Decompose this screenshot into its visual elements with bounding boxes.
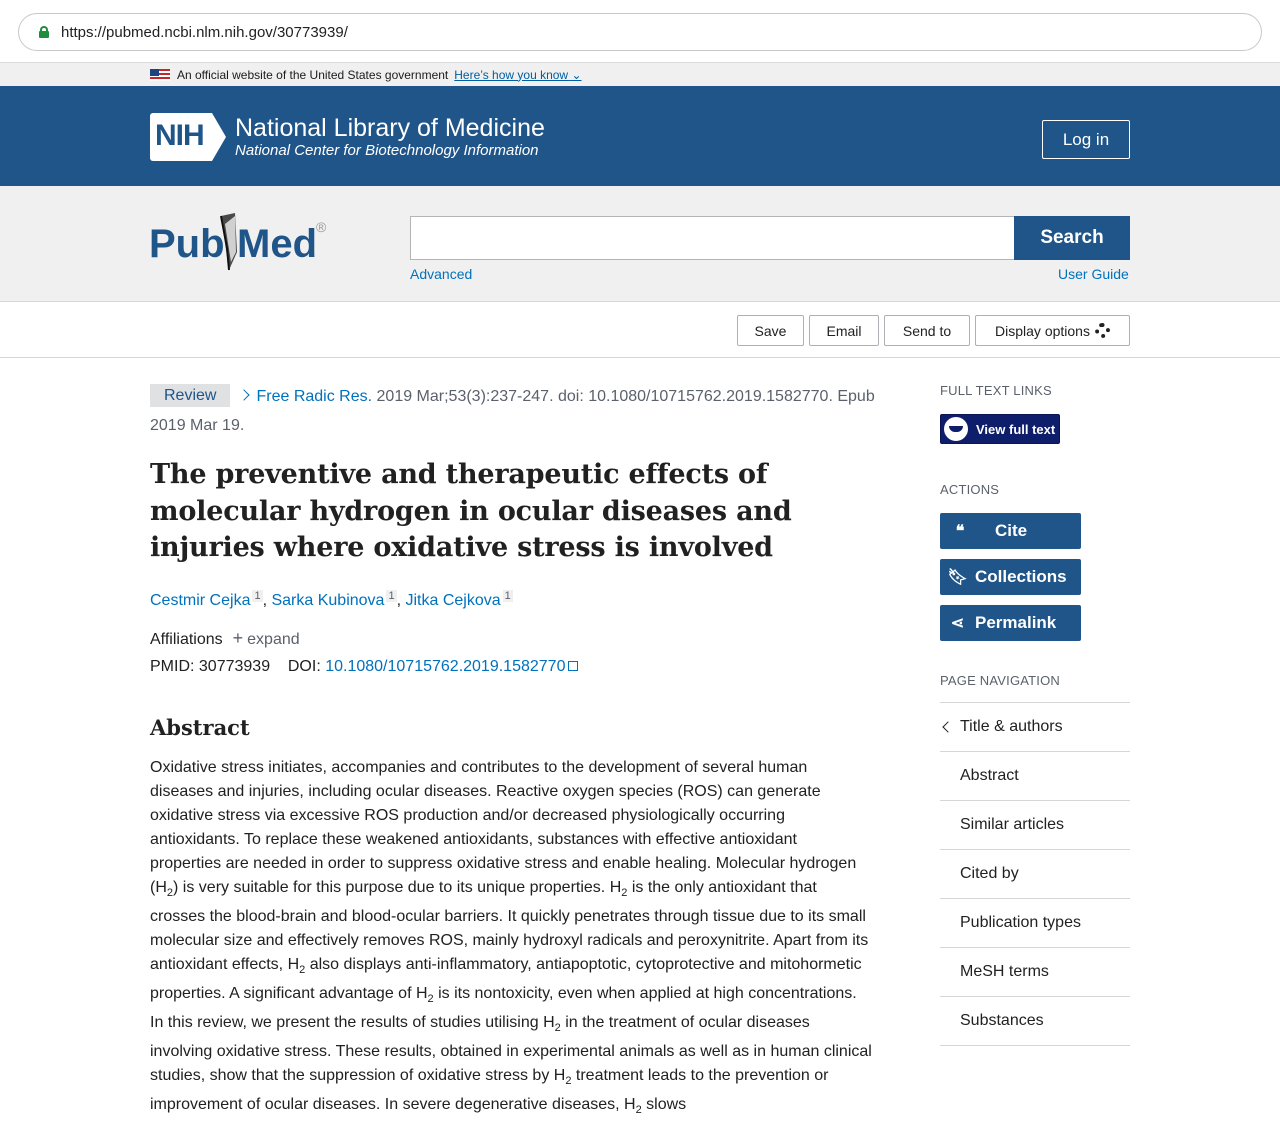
article-citation: [150, 382, 875, 440]
nih-badge-icon: NIH: [150, 113, 228, 161]
nav-item-substances[interactable]: Substances: [940, 997, 1130, 1046]
display-options-label: Display options: [995, 322, 1090, 339]
save-button[interactable]: Save: [737, 315, 804, 346]
full-text-links-heading: FULL TEXT LINKS: [940, 383, 1052, 398]
abstract-text: Oxidative stress initiates, accompanies and contributes to the development of several human diseases and injuries, including ocular diseases. Reactive oxygen species (ROS) can generate oxidative stress via excessive ROS production and/or decreased physiologically occurring antioxidants. To replace these weakened antioxidants, substances with effective antioxidant properties are needed in order to suppress oxidative stress and enable healing. Molecular hydrogen $(H_2)$ is very suitable for this purpose due to its unique properties. $H_2$ is the only antioxidant that crosses the blood-brain and blood-ocular barriers. It quickly penetrates through tissue due to its small molecular size and effectively removes ROS, mainly hydroxyl radicals and peroxynitrite. Apart from its antioxidant effects, $H_2$ also displays anti-inflammatory, antiapoptotic, cytoprotective and mitohormetic properties. A significant advantage of $H_2$ is its nontoxicity, even when applied at high concentrations. In this review, we present the results of studies utilising $H_2$ in the treatment of ocular diseases involving oxidative stress. These results, obtained in experimental animals as well as in human clinical studies, show that the suppression of oxidative stress by $H_2$ treatment leads to the prevention or improvement of ocular diseases. In severe degenerative diseases, $H_2$ slows: [150, 758, 872, 1117]
svg-text:Med: Med: [237, 222, 317, 266]
bookmark-icon: 🔖︎: [947, 569, 968, 586]
article-action-bar: [0, 302, 1280, 358]
browser-bar: [0, 0, 1280, 63]
svg-text:Pub: Pub: [149, 222, 225, 266]
nav-item-cited-by[interactable]: Cited by: [940, 850, 1130, 899]
nav-item-mesh-terms[interactable]: MeSH terms: [940, 948, 1130, 997]
expand-affiliations-link[interactable]: expand: [247, 630, 300, 648]
external-link-icon: [568, 661, 578, 671]
publication-type-badge: Review: [150, 384, 230, 407]
authors-list: Cestmir Cejka $^1$ , Sarka Kubinova $^1$ , Jitka Cejkova $^1$: [150, 589, 511, 609]
view-full-text-label: View full text: [976, 421, 1056, 437]
url-text[interactable]: https://pubmed.ncbi.nlm.nih.gov/30773939/: [61, 23, 348, 41]
citation-text: 2019 Mar;53(3):237-247. doi: 10.1080/10715762.2019.1582770.: [376, 388, 833, 405]
affiliation-ref[interactable]: 1: [504, 589, 511, 602]
doi-link[interactable]: 10.1080/10715762.2019.1582770: [325, 658, 578, 675]
affiliations-label: Affiliations: [150, 630, 223, 648]
article-identifiers: [150, 655, 875, 679]
address-bar[interactable]: [18, 13, 1262, 51]
cite-button[interactable]: ❝ Cite: [940, 513, 1081, 549]
display-options-button[interactable]: [975, 315, 1130, 346]
author-link[interactable]: Cestmir Cejka: [150, 591, 251, 609]
us-flag-icon: [150, 69, 170, 81]
actions-heading: ACTIONS: [940, 482, 1000, 497]
nav-item-title-authors[interactable]: Title & authors: [940, 703, 1130, 752]
nih-logo[interactable]: [150, 113, 545, 161]
send-to-button[interactable]: Send to: [884, 315, 970, 346]
chevron-right-icon: [239, 389, 250, 400]
share-icon: ⋖: [950, 615, 965, 632]
epub-text: Epub 2019 Mar 19.: [150, 388, 875, 434]
gov-banner-text: An official website of the United States government: [177, 67, 449, 82]
publisher-logo-icon: [944, 417, 968, 441]
sidebar: [940, 383, 1130, 1046]
affiliation-ref[interactable]: 1: [254, 589, 261, 602]
article-title: The preventive and therapeutic effects of molecular hydrogen in ocular diseases and injuries where oxidative stress is involved: [150, 459, 792, 563]
pmid-value: 30773939: [198, 657, 271, 675]
doi-label: DOI:: [287, 657, 321, 675]
pubmed-logo-icon: [149, 212, 339, 274]
search-input[interactable]: [410, 216, 1015, 260]
login-button[interactable]: Log in: [1042, 120, 1130, 159]
nih-title: National Library of Medicine: [235, 114, 545, 142]
nav-item-abstract[interactable]: Abstract: [940, 752, 1130, 801]
search-area: [0, 186, 1280, 302]
affiliation-ref[interactable]: 1: [388, 589, 395, 602]
email-button[interactable]: Email: [809, 315, 879, 346]
journal-link[interactable]: Free Radic Res.: [256, 388, 373, 405]
gear-icon: [1095, 323, 1110, 338]
page-navigation-list: [940, 702, 1130, 1046]
abstract-heading: Abstract: [150, 714, 250, 740]
view-full-text-button[interactable]: [940, 414, 1060, 444]
author-link[interactable]: Sarka Kubinova: [271, 591, 385, 609]
chevron-left-icon: [942, 721, 953, 732]
plus-icon: +: [232, 627, 244, 648]
page-navigation-heading: PAGE NAVIGATION: [940, 673, 1061, 688]
nav-item-similar-articles[interactable]: Similar articles: [940, 801, 1130, 850]
nav-item-publication-types[interactable]: Publication types: [940, 899, 1130, 948]
collections-button[interactable]: 🔖︎ Collections: [940, 559, 1081, 595]
user-guide-link[interactable]: User Guide: [1058, 266, 1129, 282]
nih-subtitle: National Center for Biotechnology Information: [235, 142, 539, 159]
chevron-down-icon: ⌄: [571, 67, 582, 82]
affiliations-row[interactable]: [150, 626, 875, 652]
advanced-search-link[interactable]: Advanced: [410, 266, 473, 282]
nih-header: [0, 86, 1280, 186]
lock-icon: [39, 26, 49, 38]
search-button[interactable]: Search: [1014, 216, 1130, 260]
pubmed-logo[interactable]: [149, 212, 339, 274]
author-link[interactable]: Jitka Cejkova: [405, 591, 501, 609]
article-main: [150, 382, 875, 1123]
permalink-button[interactable]: ⋖ Permalink: [940, 605, 1081, 641]
gov-banner: [0, 63, 1280, 86]
pmid-label: PMID:: [150, 657, 195, 675]
heres-how-you-know-link[interactable]: Here’s how you know ⌄: [454, 67, 582, 82]
svg-text:®: ®: [316, 219, 327, 235]
quote-icon: ❝: [955, 523, 965, 540]
